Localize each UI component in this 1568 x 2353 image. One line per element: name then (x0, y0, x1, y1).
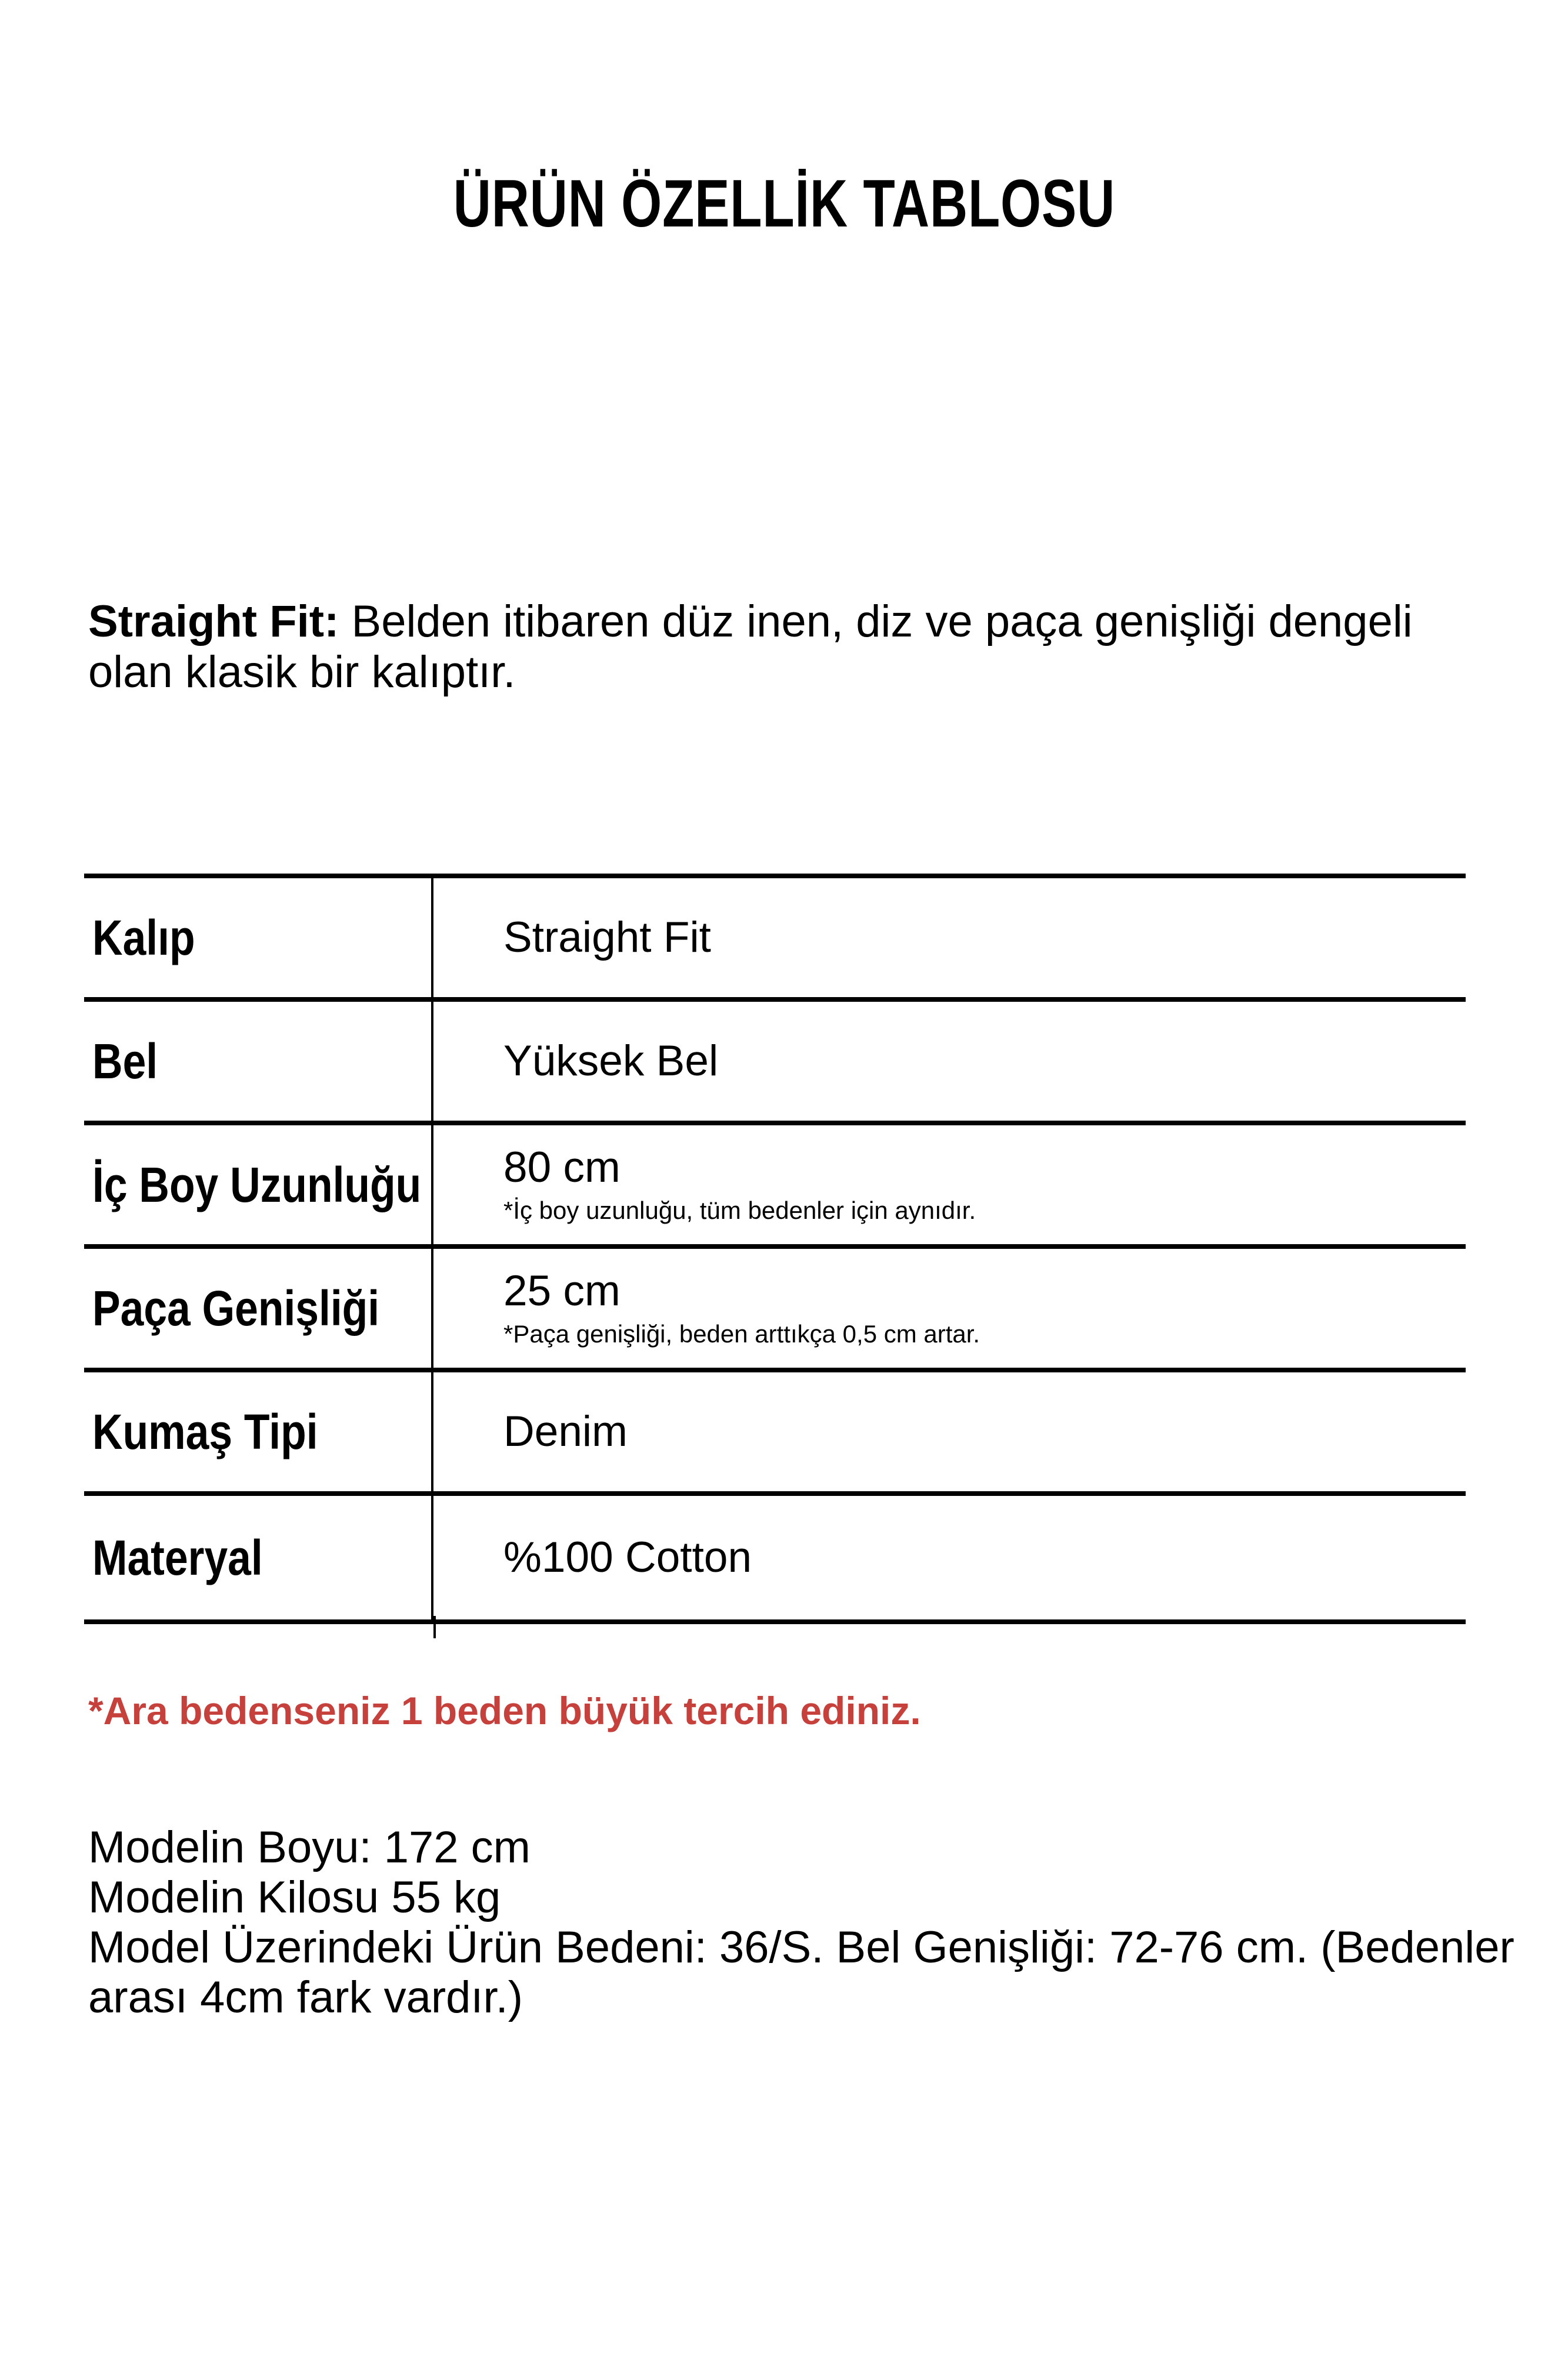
spec-label-cell (84, 1125, 433, 1244)
table-divider-overhang (433, 1616, 436, 1638)
page-title: ÜRÜN ÖZELLİK TABLOSU (453, 166, 1115, 241)
size-advice-note: *Ara bedenseniz 1 beden büyük tercih ediniz. (88, 1689, 921, 1732)
spec-value-note: *İç boy uzunluğu, tüm bedenler için aynıdır. (503, 1197, 976, 1224)
fit-description-line-1 (88, 596, 1488, 647)
spec-label-cell (84, 1372, 433, 1491)
spec-value: Yüksek Bel (503, 1037, 719, 1085)
spec-value-note: *Paça genişliği, beden arttıkça 0,5 cm artar. (503, 1320, 980, 1348)
spec-value: %100 Cotton (503, 1534, 752, 1581)
fit-description (88, 596, 1488, 698)
fit-description-line-2: olan klasik bir kalıptır. (88, 647, 516, 697)
table-row (84, 1002, 1466, 1125)
fit-name-bold: Straight Fit: (88, 596, 339, 646)
model-info-line: Modelin Boyu: 172 cm (88, 1822, 531, 1872)
model-info-line: Model Üzerindeki Ürün Bedeni: 36/S. Bel Genişliği: 72-76 cm. (Bedenler (88, 1922, 1514, 1972)
spec-value-cell (433, 1125, 1466, 1244)
spec-value-cell (433, 878, 1466, 997)
spec-label-cell (84, 1496, 433, 1619)
model-info (88, 1822, 1514, 2022)
spec-value-cell (433, 1372, 1466, 1491)
table-row (84, 1125, 1466, 1249)
spec-label: Materyal (92, 1529, 263, 1585)
page-title-wrap (0, 166, 1568, 241)
table-row (84, 1249, 1466, 1372)
spec-value: 80 cm (503, 1144, 620, 1191)
spec-table (84, 874, 1466, 1624)
spec-value-cell (433, 1249, 1466, 1368)
spec-label-cell (84, 1002, 433, 1121)
spec-value: Denim (503, 1408, 628, 1455)
table-row (84, 1372, 1466, 1496)
spec-label: İç Boy Uzunluğu (92, 1156, 422, 1212)
spec-value: Straight Fit (503, 914, 711, 961)
spec-value-cell (433, 1496, 1466, 1619)
table-row (84, 878, 1466, 1002)
model-info-line: Modelin Kilosu 55 kg (88, 1872, 501, 1922)
spec-value: 25 cm (503, 1267, 620, 1315)
spec-value-cell (433, 1002, 1466, 1121)
spec-label-cell (84, 878, 433, 997)
spec-label-cell (84, 1249, 433, 1368)
spec-label: Paça Genişliği (92, 1280, 380, 1336)
model-info-line: arası 4cm fark vardır.) (88, 1972, 523, 2022)
table-row (84, 1496, 1466, 1619)
spec-label: Kalıp (92, 909, 195, 965)
fit-description-text-1: Belden itibaren düz inen, diz ve paça genişliği dengeli (339, 596, 1413, 646)
spec-label: Bel (92, 1033, 158, 1089)
spec-label: Kumaş Tipi (92, 1404, 318, 1459)
